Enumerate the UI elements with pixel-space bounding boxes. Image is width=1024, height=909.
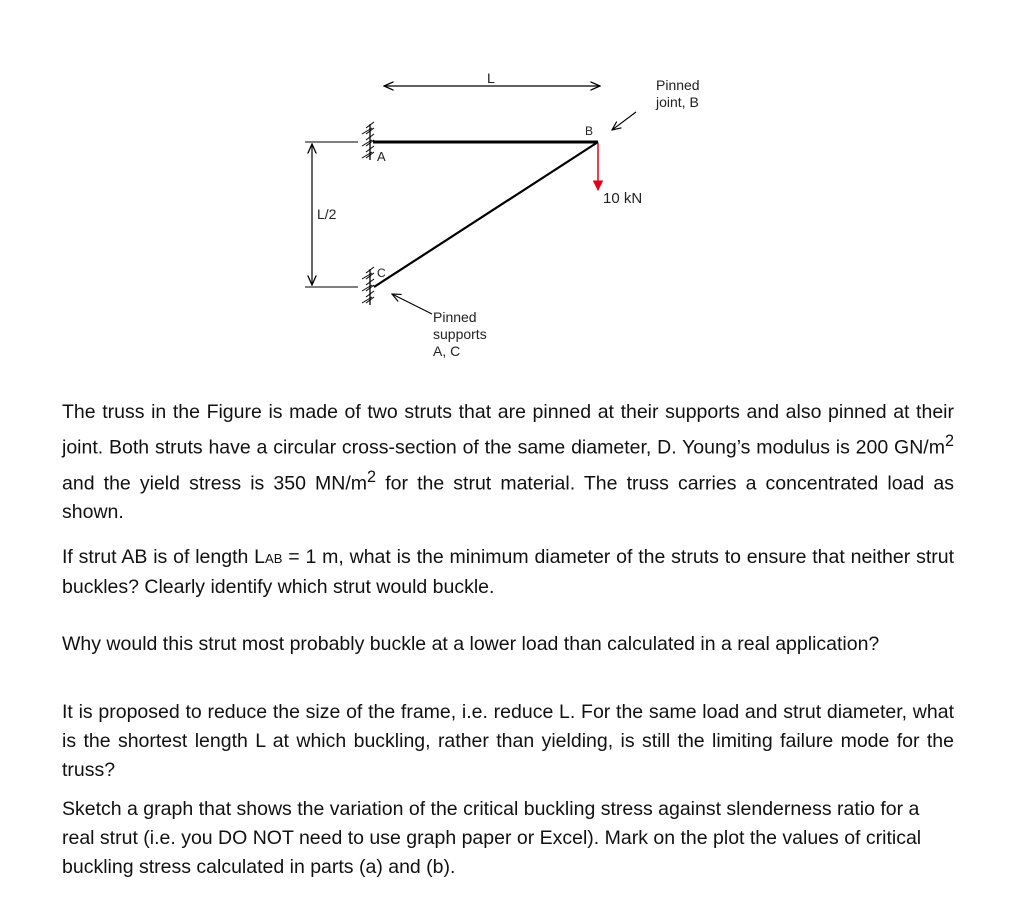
- question-sketch: Sketch a graph that shows the variation of the critical buckling stress against slenderness ratio for a real strut (i.e. you DO NOT need to use graph paper or Excel). Mark on the plot the values of critical buckling stress calculated in parts (a) and (b).: [62, 798, 922, 878]
- desc-text-1: The truss in the Figure is made of two struts that are pinned at their supports and also pinned at their joint. Both struts have a circular cross-section of the same diameter, D. Young’s modulus is 200 GN/m: [62, 401, 954, 459]
- desc-text-3: for the strut material. The truss carries a concentrated load as shown.: [62, 472, 954, 523]
- joint-b-pointer: [612, 112, 636, 130]
- truss-diagram: [0, 0, 1024, 380]
- support-a-label: A: [377, 149, 386, 164]
- superscript-2: 2: [944, 432, 954, 450]
- strut-cb: [374, 142, 598, 287]
- load-label: 10 kN: [603, 190, 643, 207]
- question-a-text-2: = 1 m, what is the minimum diameter of the struts to ensure that neither strut buckles? Clearly identify which strut would buckle.: [62, 546, 954, 598]
- support-a-hatch: [362, 122, 374, 160]
- problem-description: [62, 398, 954, 527]
- height-label: L/2: [317, 206, 337, 222]
- support-c-hatch: [362, 267, 374, 305]
- support-c-label: C: [377, 266, 386, 280]
- desc-text-2: and the yield stress is 350 MN/m: [62, 472, 368, 494]
- question-real-application: Why would this strut most probably buckle at a lower load than calculated in a real application?: [62, 633, 880, 655]
- supports-pointer: [392, 294, 432, 314]
- pinned-joint-label: Pinned joint, B: [656, 77, 700, 110]
- supports-label: Pinned supports A, C: [433, 309, 487, 359]
- question-b: It is proposed to reduce the size of the frame, i.e. reduce L. For the same load and strut diameter, what is the shortest length L at which buckling, rather than yielding, is still the limiting failure mode for the truss?: [62, 701, 954, 781]
- subscript-ab: AB: [265, 551, 283, 566]
- superscript-2: 2: [367, 467, 377, 486]
- question-a-text-1: If strut AB is of length L: [62, 546, 266, 568]
- joint-b-label: B: [585, 124, 594, 138]
- truss-figure: [0, 0, 1024, 380]
- question-a: [62, 543, 954, 602]
- span-label: L: [487, 70, 495, 86]
